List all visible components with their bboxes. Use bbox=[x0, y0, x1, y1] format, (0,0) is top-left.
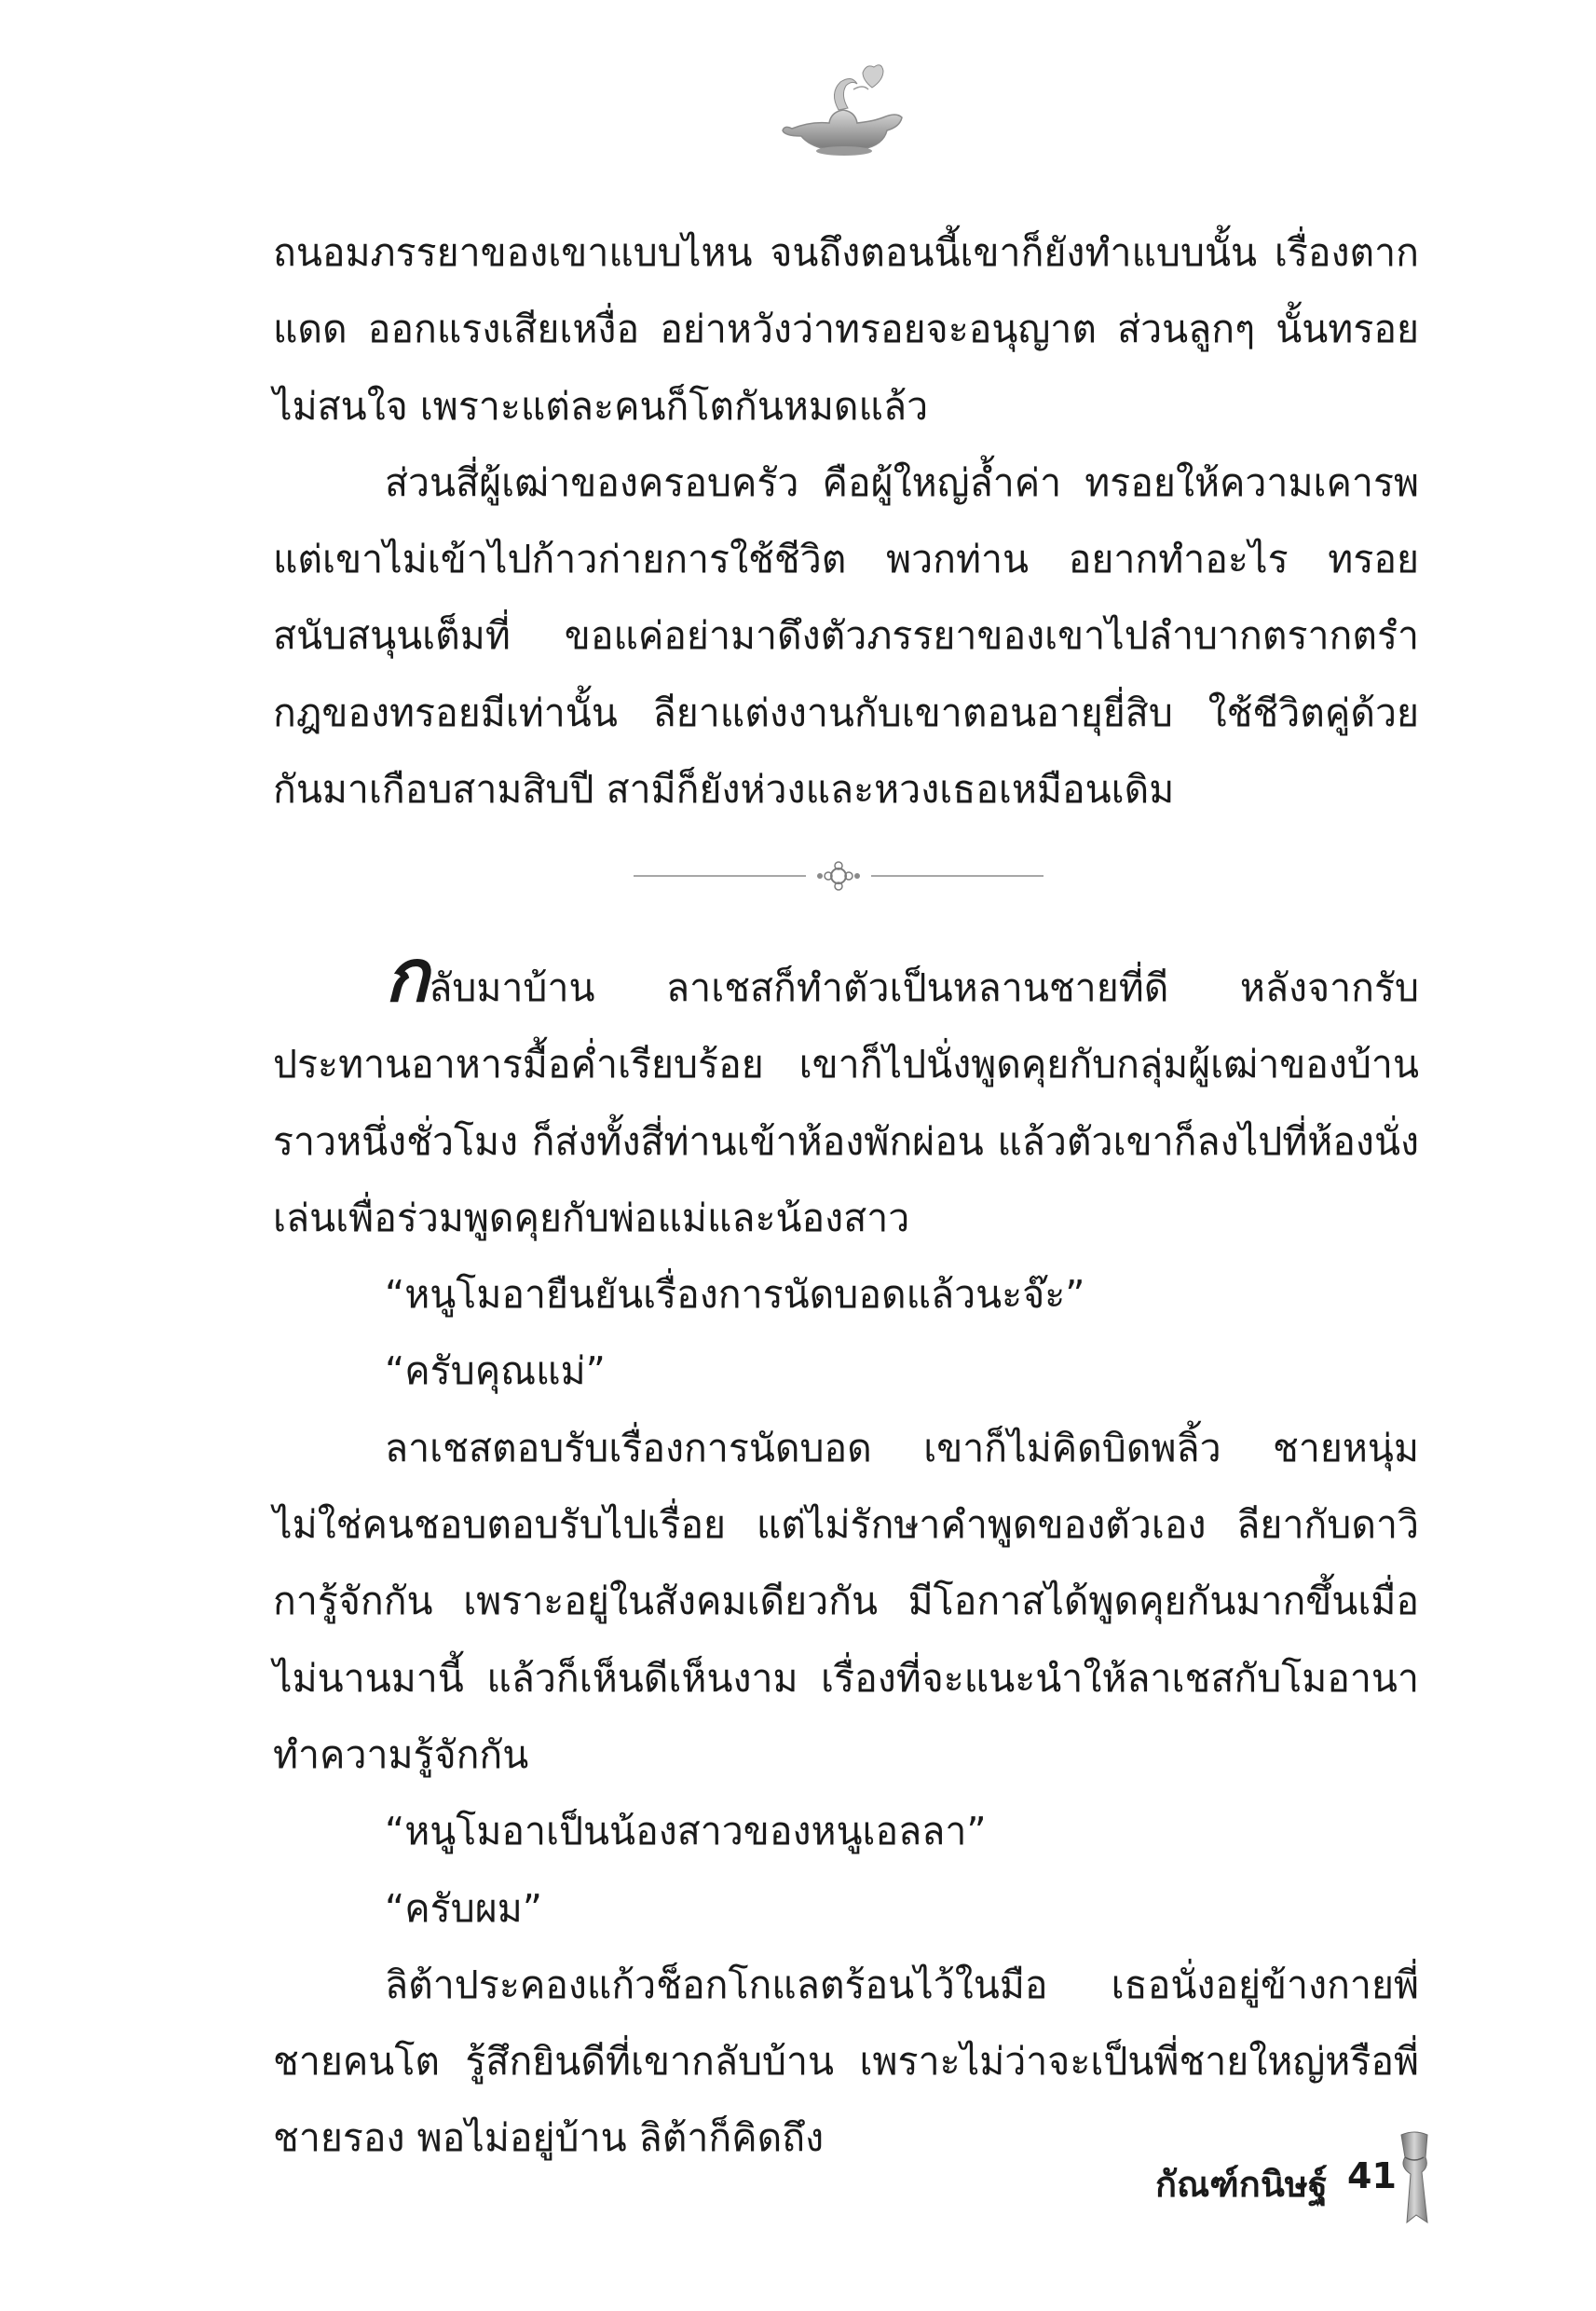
page-footer bbox=[1155, 2129, 1453, 2232]
paragraph: ลิต้าประคองแก้วช็อกโกแลตร้อนไว้ในมือ เธอนั่งอยู่ข้างกายพี่ชายคนโต รู้สึกยินดีที่เขากลับบ้าน เพราะไม่ว่าจะเป็นพี่ชายใหญ่หรือพี่ชายรอง พอไม่อยู่บ้าน ลิต้าก็คิดถึง bbox=[273, 1962, 1419, 2161]
dialogue-line: “ครับผม” bbox=[385, 1885, 543, 1931]
text-section-1 bbox=[273, 214, 1419, 827]
paragraph-text: ลับมาบ้าน ลาเชสก็ทำตัวเป็นหลานชายที่ดี หลังจากรับประทานอาหารมื้อค่ำเรียบร้อย เขาก็ไปนั่งพูดคุยกับกลุ่มผู้เฒ่าของบ้านราวหนึ่งชั่วโมง ก็ส่งทั้งสี่ท่านเข้าห้องพักผ่อน แล้วตัวเขาก็ลงไปที่ห้องนั่งเล่นเพื่อร่วมพูดคุยกับพ่อแม่และน้องสาว bbox=[273, 965, 1419, 1240]
section-divider-ornament bbox=[634, 857, 1044, 895]
dialogue-line: “หนูโมอาเป็นน้องสาวของหนูเอลลา” bbox=[385, 1809, 987, 1854]
dialogue-line: “ครับคุณแม่” bbox=[385, 1348, 606, 1394]
genie-lamp-icon bbox=[773, 56, 913, 158]
text-section-2 bbox=[273, 935, 1419, 2177]
scroll-emblem-icon bbox=[1394, 2129, 1435, 2227]
paragraph: ถนอมภรรยาของเขาแบบไหน จนถึงตอนนี้เขาก็ยังทำแบบนั้น เรื่องตากแดด ออกแรงเสียเหงื่อ อย่าหวังว่าทรอยจะอนุญาต ส่วนลูกๆ นั้นทรอยไม่สนใจ เพราะแต่ละคนก็โตกันหมดแล้ว bbox=[273, 230, 1419, 429]
drop-cap: ก bbox=[385, 935, 430, 1019]
paragraph: ส่วนสี่ผู้เฒ่าของครอบครัว คือผู้ใหญ่ล้ำค่า ทรอยให้ความเคารพ แต่เขาไม่เข้าไปก้าวก่ายการใช้ชีวิต พวกท่าน อยากทำอะไร ทรอยสนับสนุนเต็มที่ ขอแค่อย่ามาดึงตัวภรรยาของเขาไปลำบากตรากตรำ กฎของทรอยมีเท่านั้น ลียาแต่งงานกับเขาตอนอายุยี่สิบ ใช้ชีวิตคู่ด้วยกันมาเกือบสามสิบปี สามีก็ยังห่วงและหวงเธอเหมือนเดิม bbox=[273, 459, 1419, 813]
dialogue-line: “หนูโมอายืนยันเรื่องการนัดบอดแล้วนะจ๊ะ” bbox=[385, 1272, 1085, 1318]
paragraph: ลาเชสตอบรับเรื่องการนัดบอด เขาก็ไม่คิดบิดพลิ้ว ชายหนุ่มไม่ใช่คนชอบตอบรับไปเรื่อย แต่ไม่รักษาคำพูดของตัวเอง ลียากับดาวิการู้จักกัน เพราะอยู่ในสังคมเดียวกัน มีโอกาสได้พูดคุยกันมากขึ้นเมื่อไม่นานมานี้ แล้วก็เห็นดีเห็นงาม เรื่องที่จะแนะนำให้ลาเชสกับโมอานาทำความรู้จักกัน bbox=[273, 1425, 1419, 1777]
book-title: กัณฑ์กนิษฐ์ bbox=[1155, 2164, 1328, 2205]
page-number: 41 bbox=[1347, 2155, 1397, 2196]
paragraph bbox=[273, 935, 1419, 1256]
